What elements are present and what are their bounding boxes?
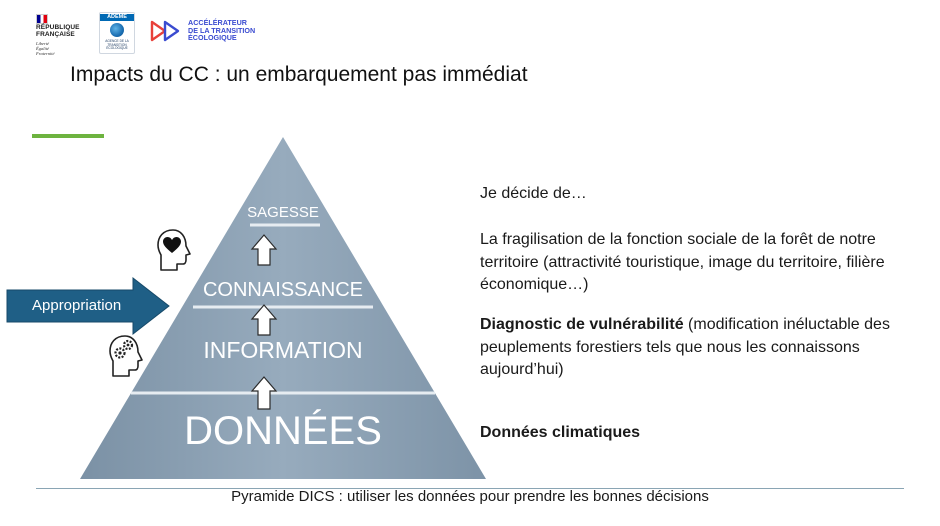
- text-fragilisation: La fragilisation de la fonction sociale de la forêt de notre territoire (attractivité touristique, image du territoire, filière économique…): [480, 231, 885, 293]
- ademe-logo-tagline: AGENCE DE LA TRANSITION ÉCOLOGIQUE: [105, 39, 129, 51]
- tier-label-information: INFORMATION: [203, 337, 363, 363]
- accelerateur-logo: [150, 17, 270, 45]
- text-diagnostic-bold: Diagnostic de vulnérabilité: [480, 316, 684, 333]
- fast-forward-icon: [150, 20, 184, 42]
- rf-logo-name: RÉPUBLIQUE FRANÇAISE: [36, 24, 80, 38]
- slide-title: Impacts du CC : un embarquement pas immédiat: [70, 63, 528, 86]
- ademe-logo: [99, 12, 135, 54]
- text-donnees-climatiques: Données climatiques: [480, 424, 641, 441]
- text-diagnostic: [480, 314, 900, 382]
- ademe-logo-title: ADEME: [100, 14, 134, 21]
- globe-icon: [110, 23, 124, 37]
- tier-label-donnees: DONNÉES: [184, 409, 382, 453]
- text-je-decide: Je décide de…: [480, 185, 587, 202]
- head-gears-icon: [107, 334, 147, 378]
- marianne-flag-icon: [36, 14, 48, 24]
- appropriation-label: Appropriation: [32, 297, 122, 314]
- republique-francaise-logo: [36, 14, 90, 54]
- head-heart-icon: [155, 228, 195, 272]
- text-diagnostic-rest: (modification inéluctable des peuplements forestiers tels que nous les connaissons aujourd’hui): [480, 316, 890, 378]
- tier-label-sagesse: SAGESSE: [247, 204, 319, 221]
- footer-caption: Pyramide DICS : utiliser les données pour prendre les bonnes décisions: [231, 488, 709, 505]
- rf-logo-motto: Liberté Égalité Fraternité: [36, 41, 55, 56]
- tier-label-connaissance: CONNAISSANCE: [202, 279, 364, 301]
- accelerateur-logo-text: ACCÉLÉRATEUR DE LA TRANSITION ÉCOLOGIQUE: [188, 18, 256, 43]
